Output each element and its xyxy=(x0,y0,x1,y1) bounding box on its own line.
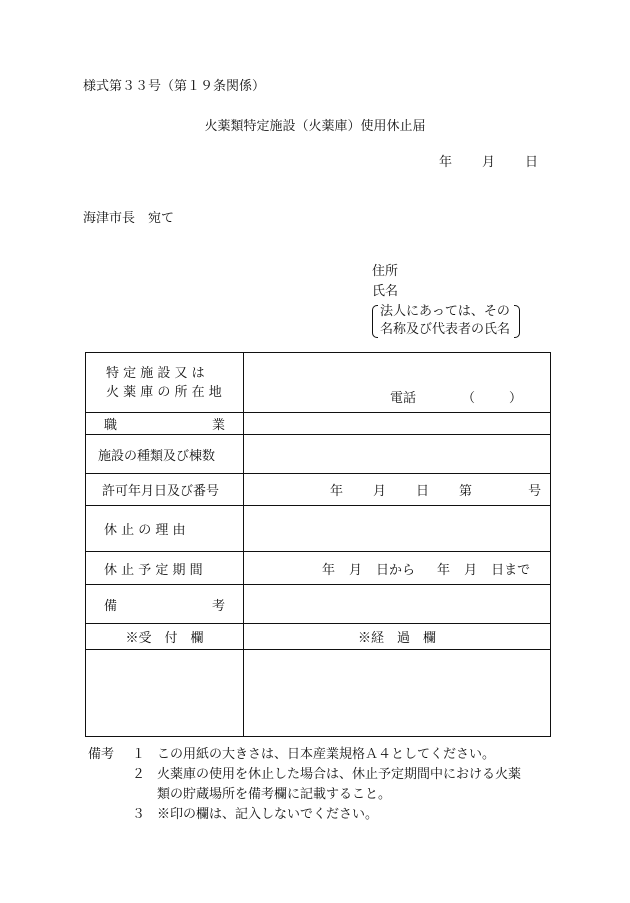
note-3-text: ※印の欄は、記入しないでください。 xyxy=(157,807,379,822)
date-day: 日 xyxy=(524,155,538,170)
notes xyxy=(88,745,521,825)
progress-box xyxy=(244,650,550,736)
row-occupation xyxy=(86,413,550,435)
period-to-month: 月 xyxy=(464,562,478,578)
applicant-block xyxy=(372,262,518,339)
row-facility-type xyxy=(86,435,550,474)
facility-type-label: 施設の種類及び棟数 xyxy=(86,435,244,473)
corporate-note-line1: 法人にあっては、その xyxy=(380,304,510,319)
row-office-use xyxy=(86,650,550,736)
row-period xyxy=(86,552,550,585)
occupation-field[interactable] xyxy=(244,413,550,434)
remarks-label-a: 備 xyxy=(104,598,118,614)
note-2 xyxy=(88,765,521,785)
note-2-text-line2: 類の貯蔵場所を備考欄に記載すること。 xyxy=(157,787,392,802)
remarks-label-b: 考 xyxy=(211,598,225,614)
name-label: 氏名 xyxy=(372,284,399,299)
period-to-year: 年 xyxy=(437,562,451,578)
period-to-day: 日まで xyxy=(491,562,531,578)
remarks-field[interactable] xyxy=(244,585,550,623)
location-field[interactable] xyxy=(244,353,550,412)
row-remarks xyxy=(86,585,550,624)
note-2-continued xyxy=(88,785,521,805)
row-reason xyxy=(86,506,550,552)
progress-label: ※経 過 欄 xyxy=(357,631,436,646)
note-1-num: １ xyxy=(132,747,146,762)
reception-label: ※受 付 欄 xyxy=(86,624,244,649)
permit-label: 許可年月日及び番号 xyxy=(86,474,244,505)
permit-number-suffix: 号 xyxy=(528,484,542,499)
permit-year: 年 xyxy=(330,484,344,499)
form-table xyxy=(85,352,551,737)
permit-field[interactable] xyxy=(244,474,550,505)
location-label-line2: 火 薬 庫 の 所 在 地 xyxy=(106,384,222,400)
phone-close: ） xyxy=(509,391,523,406)
note-2-text-line1: 火薬庫の使用を休止した場合は、休止予定期間中における火薬 xyxy=(157,767,522,782)
row-permit xyxy=(86,474,550,506)
occupation-label-a: 職 xyxy=(104,418,118,433)
period-from-year: 年 xyxy=(322,562,336,578)
reception-box xyxy=(86,650,244,736)
location-label xyxy=(86,353,244,412)
location-label-line1: 特 定 施 設 又 は xyxy=(106,365,205,381)
document-title: 火薬類特定施設（火薬庫）使用休止届 xyxy=(204,119,426,134)
period-label: 休 止 予 定 期 間 xyxy=(86,552,244,584)
note-3 xyxy=(88,805,521,825)
period-field[interactable] xyxy=(244,552,550,584)
submission-date xyxy=(439,155,538,171)
period-from-month: 月 xyxy=(349,562,363,578)
reason-label: 休 止 の 理 由 xyxy=(86,506,244,551)
permit-number-prefix: 第 xyxy=(459,484,473,499)
notes-heading: 備考 xyxy=(88,747,115,762)
addressee: 海津市長 宛て xyxy=(83,211,175,226)
address-label: 住所 xyxy=(372,264,399,279)
remarks-label xyxy=(86,585,244,623)
occupation-label xyxy=(86,413,244,434)
reason-field[interactable] xyxy=(244,506,550,551)
phone-open: （ xyxy=(462,391,476,406)
phone-label: 電話 xyxy=(390,391,417,406)
corporate-note-line2: 名称及び代表者の氏名 xyxy=(380,322,511,337)
date-month: 月 xyxy=(481,155,495,170)
form-number: 様式第３３号（第１９条関係） xyxy=(83,79,266,94)
row-location xyxy=(86,353,550,413)
corporate-note xyxy=(372,303,518,339)
note-1 xyxy=(88,745,521,765)
facility-type-field[interactable] xyxy=(244,435,550,473)
note-2-num: ２ xyxy=(132,767,146,782)
date-year: 年 xyxy=(438,155,452,170)
note-1-text: この用紙の大きさは、日本産業規格Ａ４としてください。 xyxy=(157,747,496,762)
permit-day: 日 xyxy=(416,484,430,499)
permit-month: 月 xyxy=(373,484,387,499)
period-from-day: 日から xyxy=(376,562,416,578)
occupation-label-b: 業 xyxy=(211,418,225,433)
note-3-num: ３ xyxy=(132,807,146,822)
row-office-headers xyxy=(86,624,550,650)
